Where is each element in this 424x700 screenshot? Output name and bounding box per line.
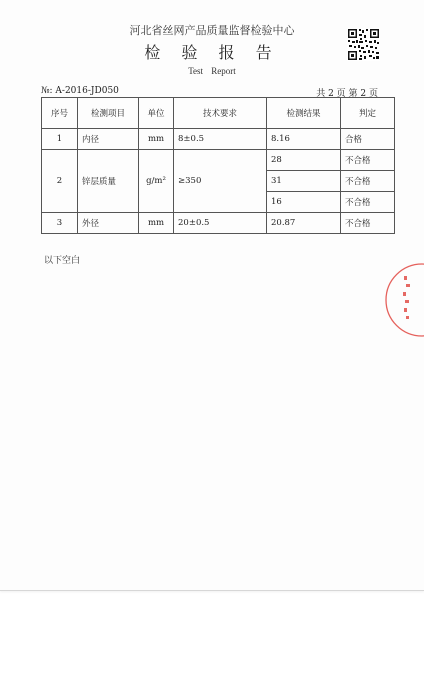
row-number: 3 (42, 213, 78, 234)
page-indicator: 共 2 页 第 2 页 (316, 89, 378, 99)
table-row (42, 129, 395, 150)
report-title: 检 验 报 告 (144, 43, 280, 62)
row-number: 1 (42, 129, 78, 150)
document-number: №: A-2016-JD050 (41, 86, 119, 96)
test-item: 外径 (78, 213, 139, 234)
results-table (41, 97, 395, 234)
table-row (42, 150, 395, 171)
unit: g/m² (139, 150, 174, 213)
verdict: 不合格 (341, 150, 395, 171)
blank-below-note: 以下空白 (44, 256, 81, 266)
result-value: 31 (267, 171, 341, 192)
unit: mm (139, 213, 174, 234)
requirement: ≥350 (174, 150, 267, 213)
col-header-unit: 单位 (139, 98, 174, 129)
institution-name: 河北省丝网产品质量监督检验中心 (129, 24, 295, 37)
col-header-result: 检测结果 (267, 98, 341, 129)
result-value: 8.16 (267, 129, 341, 150)
col-header-verdict: 判定 (341, 98, 395, 129)
report-subtitle: Test Report (188, 66, 236, 76)
unit: mm (139, 129, 174, 150)
result-value: 16 (267, 192, 341, 213)
verdict: 不合格 (341, 171, 395, 192)
table-header-row (42, 98, 395, 129)
qr-code-icon (347, 28, 380, 61)
result-value: 20.87 (267, 213, 341, 234)
test-item: 锌层质量 (78, 150, 139, 213)
table-row (42, 213, 395, 234)
test-item: 内径 (78, 129, 139, 150)
result-value: 28 (267, 150, 341, 171)
requirement: 8±0.5 (174, 129, 267, 150)
requirement: 20±0.5 (174, 213, 267, 234)
red-official-seal-icon (380, 262, 424, 342)
col-header-item: 检测项目 (78, 98, 139, 129)
verdict: 不合格 (341, 192, 395, 213)
row-number: 2 (42, 150, 78, 213)
col-header-requirement: 技术要求 (174, 98, 267, 129)
col-header-no: 序号 (42, 98, 78, 129)
verdict: 不合格 (341, 213, 395, 234)
verdict: 合格 (341, 129, 395, 150)
